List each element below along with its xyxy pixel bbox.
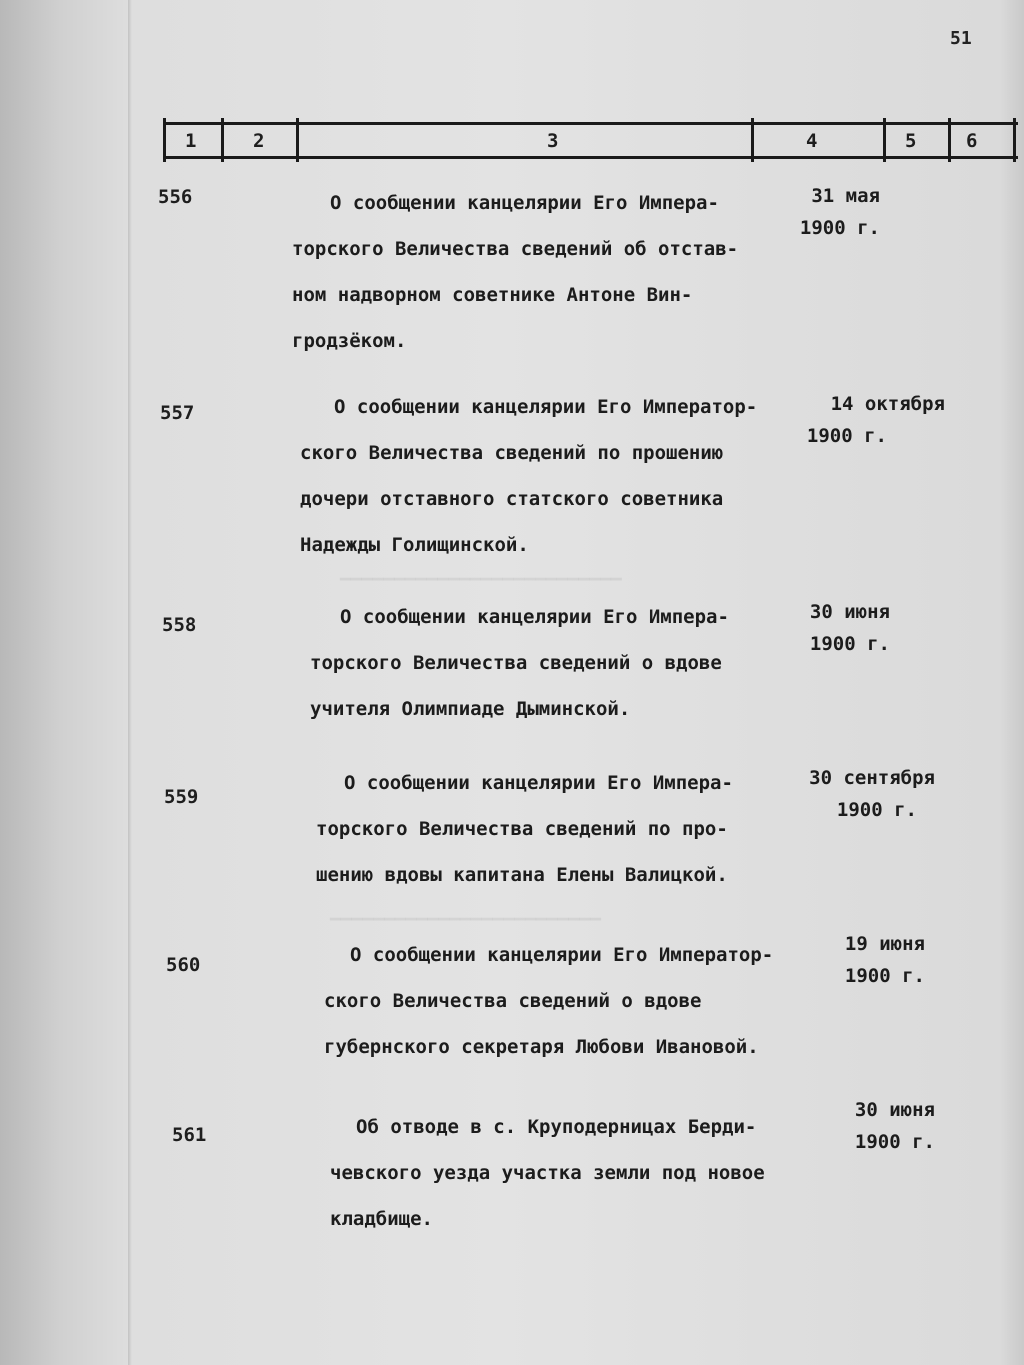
- entry-date-day: 30 июня: [854, 1099, 935, 1121]
- entry-line: торского Величества сведений об отстав-: [292, 238, 739, 260]
- entry-date: [810, 928, 925, 992]
- entry-date-year: 1900 г.: [836, 799, 917, 821]
- entry-date-day: 19 июня: [844, 933, 925, 955]
- entry-description: [330, 1104, 765, 1242]
- entry-number: 561: [172, 1124, 207, 1146]
- header-divider: [948, 118, 951, 162]
- book-gutter: [128, 0, 132, 1365]
- entry-line: О сообщении канцелярии Его Император-: [334, 396, 758, 418]
- header-divider: [221, 118, 224, 162]
- column-number-5: 5: [905, 130, 917, 152]
- page-number: 51: [950, 28, 972, 49]
- entry-line: губернского секретаря Любови Ивановой.: [324, 1036, 759, 1058]
- entry-date-year: 1900 г.: [806, 425, 887, 447]
- entry-line: О сообщении канцелярии Его Импера-: [330, 192, 719, 214]
- show-through-text: ▁▁▁▁▁▁▁▁▁▁▁▁▁▁▁▁▁▁▁▁▁▁▁▁▁▁: [340, 560, 622, 581]
- entry-line: чевского уезда участка земли под новое: [330, 1162, 765, 1184]
- entry-description: [324, 932, 774, 1070]
- header-divider: [1013, 118, 1016, 162]
- entry-line: гродзёком.: [292, 330, 407, 352]
- entry-number: 557: [160, 402, 195, 424]
- entry-line: торского Величества сведений о вдове: [310, 652, 722, 674]
- entry-date: [830, 1094, 935, 1158]
- header-rule-bottom: [163, 156, 1018, 159]
- header-divider: [163, 118, 166, 162]
- header-divider: [883, 118, 886, 162]
- header-divider: [751, 118, 754, 162]
- header-divider: [296, 118, 299, 162]
- entry-date-day: 14 октября: [830, 393, 945, 415]
- entry-number: 559: [164, 786, 199, 808]
- entry-date: [770, 180, 880, 244]
- entry-date: [780, 596, 890, 660]
- entry-number: 556: [158, 186, 193, 208]
- entry-number: 558: [162, 614, 197, 636]
- entry-description: [310, 594, 729, 732]
- column-number-1: 1: [185, 130, 197, 152]
- entry-date-day: 31 мая: [811, 185, 880, 207]
- column-number-6: 6: [966, 130, 978, 152]
- entry-line: торского Величества сведений по про-: [316, 818, 728, 840]
- entry-line: О сообщении канцелярии Его Импера-: [340, 606, 729, 628]
- column-number-4: 4: [806, 130, 818, 152]
- entry-line: ского Величества сведений о вдове: [324, 990, 702, 1012]
- entry-date-year: 1900 г.: [799, 217, 880, 239]
- entry-date-day: 30 сентября: [809, 767, 935, 789]
- entry-date: [800, 388, 945, 452]
- entry-description: [316, 760, 733, 898]
- column-number-2: 2: [253, 130, 265, 152]
- entry-line: О сообщении канцелярии Его Император-: [350, 944, 774, 966]
- entry-line: учителя Олимпиаде Дыминской.: [310, 698, 631, 720]
- show-through-text: ▁▁▁▁▁▁▁▁▁▁▁▁▁▁▁▁▁▁▁▁▁▁▁▁▁: [330, 900, 601, 921]
- entry-description: [300, 384, 758, 568]
- entry-line: Об отводе в с. Круподерницах Берди-: [356, 1116, 757, 1138]
- entry-line: шению вдовы капитана Елены Валицкой.: [316, 864, 728, 886]
- column-header: [163, 118, 1018, 162]
- header-rule-top: [163, 122, 1018, 125]
- entry-line: кладбище.: [330, 1208, 433, 1230]
- entry-description: [292, 180, 739, 364]
- column-number-3: 3: [547, 130, 559, 152]
- entry-date-year: 1900 г.: [854, 1131, 935, 1153]
- entry-date-day: 30 июня: [809, 601, 890, 623]
- entry-line: дочери отставного статского советника: [300, 488, 724, 510]
- entry-date: [785, 762, 935, 826]
- entry-line: ского Величества сведений по прошению: [300, 442, 724, 464]
- entry-number: 560: [166, 954, 201, 976]
- entry-date-year: 1900 г.: [809, 633, 890, 655]
- entry-line: Надежды Голищинской.: [300, 534, 529, 556]
- entry-line: ном надворном советнике Антоне Вин-: [292, 284, 693, 306]
- entry-line: О сообщении канцелярии Его Импера-: [344, 772, 733, 794]
- entry-date-year: 1900 г.: [844, 965, 925, 987]
